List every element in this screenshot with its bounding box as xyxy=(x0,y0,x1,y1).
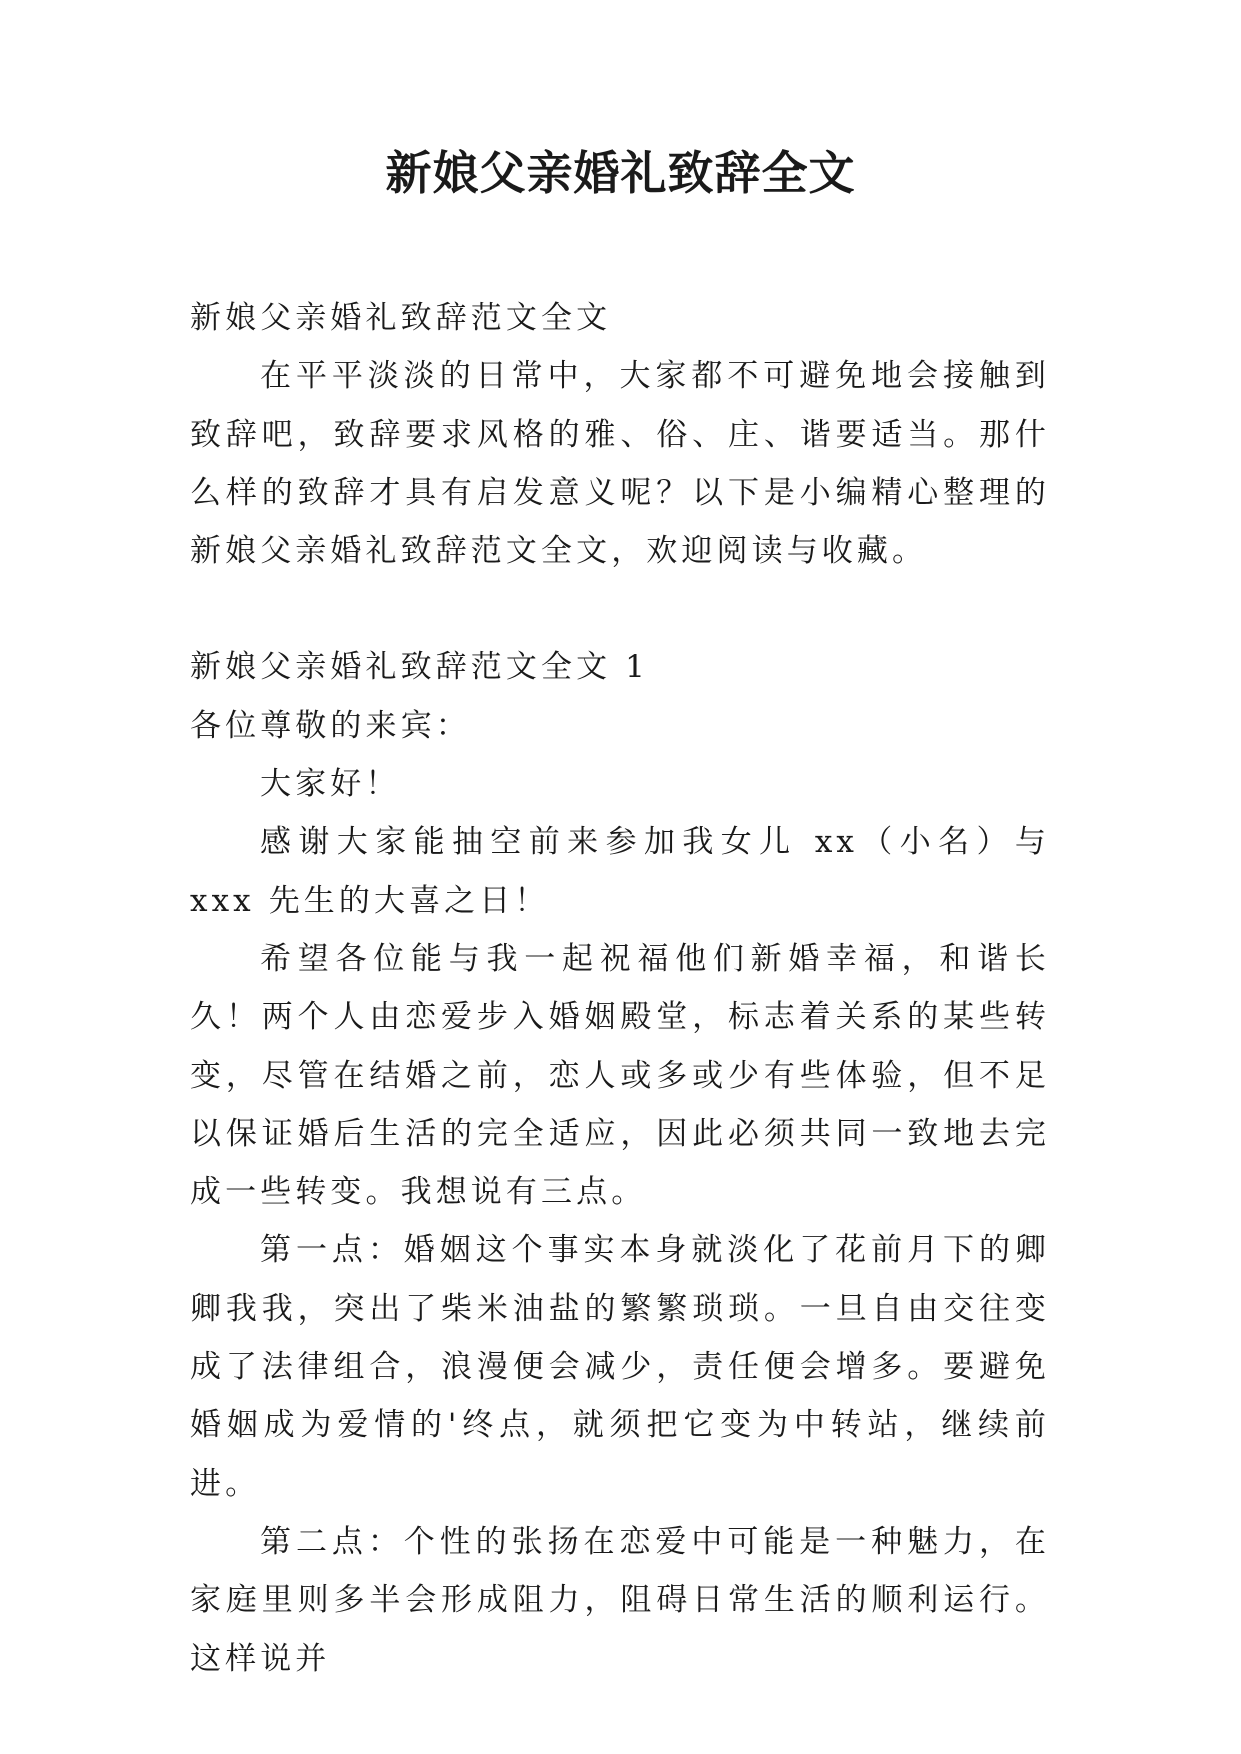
subtitle: 新娘父亲婚礼致辞范文全文 xyxy=(190,300,612,336)
body-paragraph: 第二点：个性的张扬在恋爱中可能是一种魅力，在家庭里则多半会形成阻力，阻碍日常生活的顺利运行。这样说并 xyxy=(190,1523,1050,1677)
document-body xyxy=(190,289,1050,1688)
intro-paragraph: 在平平淡淡的日常中，大家都不可避免地会接触到致辞吧，致辞要求风格的雅、俗、庄、谐要适当。那什么样的致辞才具有启发意义呢？以下是小编精心整理的新娘父亲婚礼致辞范文全文，欢迎阅读与收藏。 xyxy=(190,358,1050,570)
body-paragraph: 希望各位能与我一起祝福他们新婚幸福，和谐长久！两个人由恋爱步入婚姻殿堂，标志着关系的某些转变，尽管在结婚之前，恋人或多或少有些体验，但不足以保证婚后生活的完全适应，因此必须共同一致地去完成一些转变。我想说有三点。 xyxy=(190,940,1050,1211)
section-heading: 新娘父亲婚礼致辞范文全文 1 xyxy=(190,649,649,686)
body-paragraph: 大家好！ xyxy=(260,766,401,803)
document-title: 新娘父亲婚礼致辞全文 xyxy=(385,146,856,200)
spacer xyxy=(190,580,1050,638)
salutation: 各位尊敬的来宾： xyxy=(190,707,471,744)
body-paragraph: 第一点：婚姻这个事实本身就淡化了花前月下的卿卿我我，突出了柴米油盐的繁繁琐琐。一旦自由交往变成了法律组合，浪漫便会减少，责任便会增多。要避免婚姻成为爱情的'终点，就须把它变为中转站，继续前进。 xyxy=(190,1232,1050,1502)
body-paragraph: 感谢大家能抽空前来参加我女儿 xx（小名）与 xxx 先生的大喜之日！ xyxy=(190,824,1050,919)
